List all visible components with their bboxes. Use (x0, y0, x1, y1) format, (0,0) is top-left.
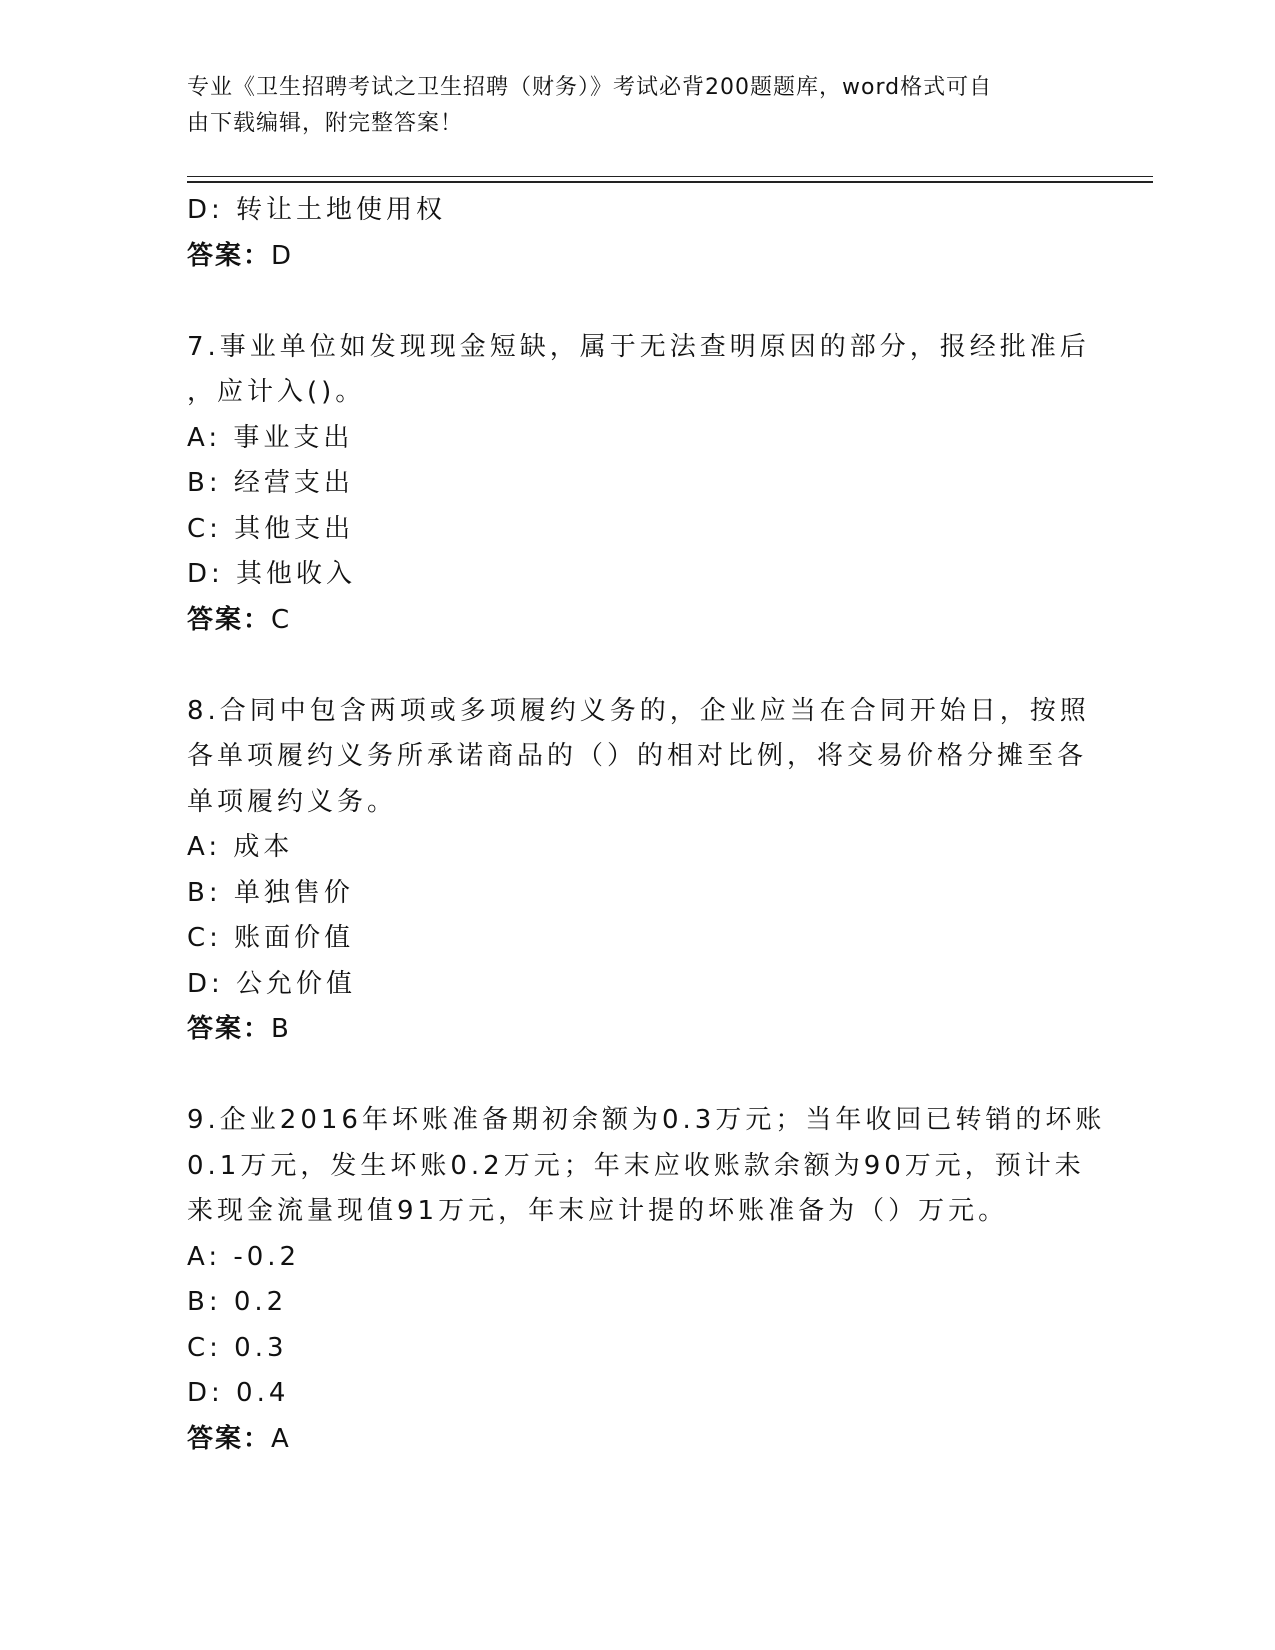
prev-question-tail (187, 188, 1087, 279)
q7-answer (187, 598, 1087, 644)
question-8 (187, 689, 1090, 1053)
q7-option-c: C: 其他支出 (187, 513, 355, 544)
prev-answer-value: D (271, 240, 294, 271)
spacer (187, 1053, 1087, 1099)
q9-answer-label: 答案： (187, 1423, 272, 1454)
q7-answer-label: 答案： (187, 604, 272, 635)
q7-stem-line-2: ，应计入()。 (187, 377, 366, 407)
q8-option-b: B: 单独售价 (187, 877, 354, 908)
prev-answer (187, 234, 1087, 280)
q9-stem-line-3: 来现金流量现值91万元，年末应计提的坏账准备为（）万元。 (187, 1196, 1009, 1226)
q9-option-c: C: 0.3 (187, 1332, 288, 1363)
q8-answer-label: 答案： (187, 1014, 272, 1044)
question-9 (187, 1098, 1106, 1462)
q9-answer (187, 1417, 1087, 1463)
q9-stem-line-1: 9.企业2016年坏账准备期初余额为0.3万元；当年收回已转销的坏账 (187, 1105, 1106, 1135)
q8-answer (187, 1007, 1087, 1053)
q9-answer-value: A (271, 1423, 291, 1454)
q7-option-d: D: 其他收入 (187, 559, 357, 589)
q7-option-b: B: 经营支出 (187, 468, 354, 498)
q7-option-a: A: 事业支出 (187, 422, 354, 453)
q7-answer-value: C (271, 604, 292, 635)
q9-option-d: D: 0.4 (187, 1378, 290, 1408)
q8-stem-line-3: 单项履约义务。 (187, 786, 398, 817)
q8-stem-line-1: 8.合同中包含两项或多项履约义务的，企业应当在合同开始日，按照 (187, 695, 1090, 726)
spacer (187, 643, 1087, 689)
prev-answer-label: 答案： (187, 240, 272, 271)
header-line-1: 专业《卫生招聘考试之卫生招聘（财务）》考试必背200题题库，word格式可自 (187, 75, 993, 100)
q9-option-b: B: 0.2 (187, 1287, 288, 1317)
header-line-2: 由下载编辑，附完整答案！ (187, 111, 464, 136)
q7-stem-line-1: 7.事业单位如发现现金短缺，属于无法查明原因的部分，报经批准后 (187, 331, 1090, 362)
q8-option-c: C: 账面价值 (187, 923, 355, 953)
question-list (187, 188, 1106, 1462)
q8-answer-value: B (271, 1014, 291, 1044)
document-header (187, 70, 1067, 142)
prev-option-d: D: 转让土地使用权 (187, 195, 447, 225)
q9-option-a: A: -0.2 (187, 1241, 301, 1272)
q8-option-d: D: 公允价值 (187, 968, 357, 999)
header-rule-thick (187, 181, 1153, 183)
header-rule-thin (187, 176, 1153, 177)
q8-option-a: A: 成本 (187, 832, 294, 862)
question-7 (187, 325, 1090, 644)
q8-stem-line-2: 各单项履约义务所承诺商品的（）的相对比例，将交易价格分摊至各 (187, 741, 1088, 771)
spacer (187, 279, 1087, 325)
q9-stem-line-2: 0.1万元，发生坏账0.2万元；年末应收账款余额为90万元，预计未 (187, 1150, 1085, 1181)
